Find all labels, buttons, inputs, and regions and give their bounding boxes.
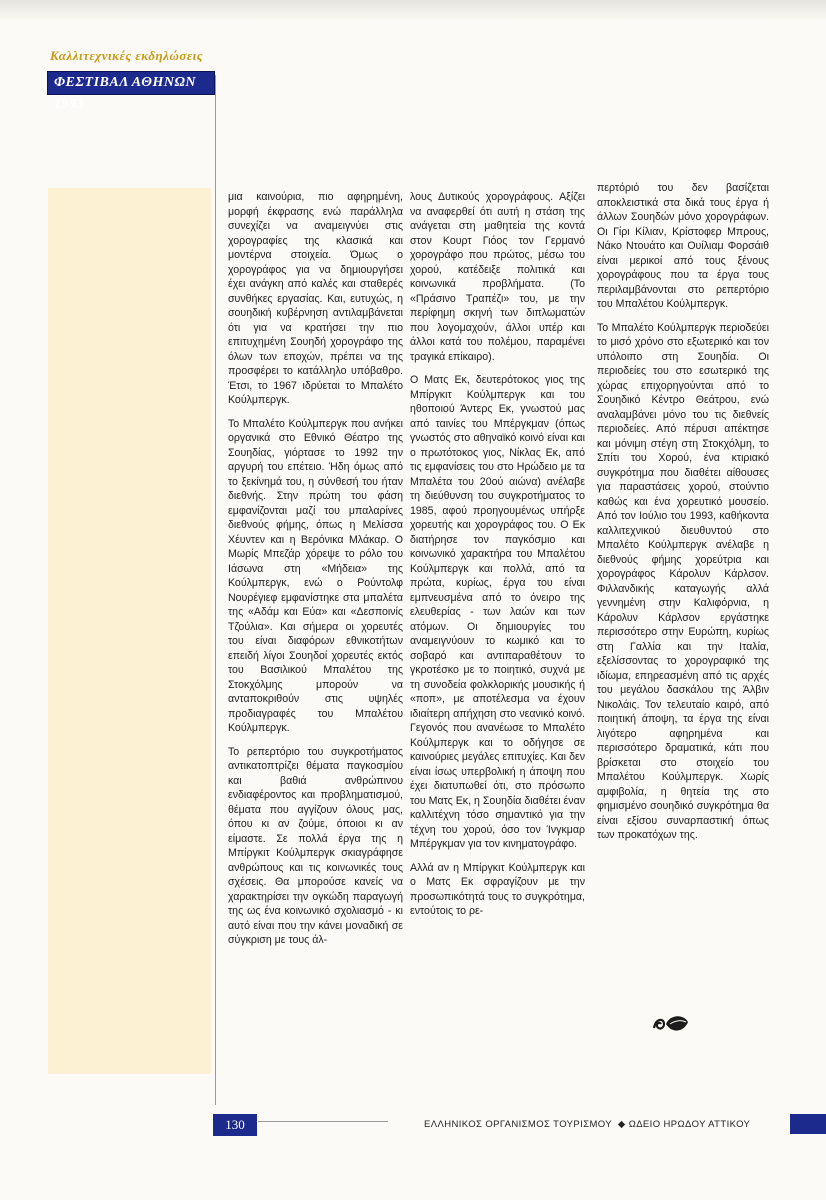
paragraph: μια καινούρια, πιο αφηρημένη, μορφή έκφρασης ενώ παράλληλα συνεχίζει να αναμειγνύει στις χορογραφίες της κλασικά και μοντέρνα στοιχεία. Όμως ο χορογράφος για να δημιουργήσει έχει ανάγκη από καλές και σταθερές συνθήκες εργασίας. Και, ευτυχώς, η σουηδική κυβέρνηση αντιλαμβάνεται ότι για να κρατήσει την πιο επιτυχημένη Σουηδή χορογράφο της όλων των εποχών, πρέπει να της προσφέρει το κατάλληλο υπόβαθρο. Έτσι, το 1967 ιδρύεται το Μπαλέτο Κούλμπεργκ.: [228, 191, 403, 406]
festival-title: ΦΕΣΤΙΒΑΛ ΑΘΗΝΩΝ 1993: [47, 71, 215, 95]
footer-rule: [258, 1121, 388, 1122]
footer-publisher: ΕΛΛΗΝΙΚΟΣ ΟΡΓΑΝΙΣΜΟΣ ΤΟΥΡΙΣΜΟΥ: [424, 1119, 612, 1130]
section-kicker: Καλλιτεχνικές εκδηλώσεις: [50, 48, 204, 63]
footer-credits: [424, 1119, 750, 1130]
left-color-panel: [48, 188, 211, 1074]
article-column-3: [597, 181, 769, 852]
vertical-rule: [215, 75, 216, 1105]
paragraph: Το Μπαλέτο Κούλμπεργκ που ανήκει οργανικά στο Εθνικό Θέατρο της Σουηδίας, γιόρτασε το 1992 την αργυρή του επέτειο. Ήδη όμως από το ξεκίνημά του, η σύνθεσή του ήταν διεθνής. Στην πρώτη του φάση εμφανίζονται μαζί του μπαλαρίνες διεθνούς φήμης, όπως η Μελίσσα Χέυντεν και η Βερόνικα Μλάκαρ. Ο Μωρίς Μπεζάρ χόρεψε το ρόλο του Ιάσωνα στη «Μήδεια» της Κούλμπεργκ, ενώ ο Ρούντολφ Νουρέγιεφ εμφανίστηκε στα μπαλέτα της «Αδάμ και Εύα» και «Δεσποινίς Τζούλια». Και σήμερα οι χορευτές του είναι διαφόρων εθνικοτήτων επειδή λίγοι Σουηδοί χορευτές εκτός του Βασιλικού Μπαλέτου της Στοκχόλμης μπορούν να ανταποκριθούν στις υψηλές προδιαγραφές του Μπαλέτου Κούλμπεργκ.: [228, 417, 403, 734]
footer-venue: ΩΔΕΙΟ ΗΡΩΔΟΥ ΑΤΤΙΚΟΥ: [628, 1119, 751, 1130]
leaf-ornament-icon: [650, 1010, 692, 1036]
article-column-2: [410, 190, 585, 928]
top-shade: [0, 0, 826, 22]
paragraph: Ο Ματς Εκ, δευτερότοκος γιος της Μπίργκιτ Κούλμπεργκ και του ηθοποιού Άντερς Εκ, γνωστού μας από ταινίες του Μπέργκμαν (όπως γνωστός στο αθηναϊκό κοινό είναι και ο πρωτότοκος γιος, Νίκλας Εκ, από τις εμφανίσεις του στο Ηρώδειο με τα Μπαλέτα του 20ού αιώνα) ανέλαβε τη διεύθυνση του συγκροτήματος το 1985, αφού προηγουμένως υπήρξε χορευτής και χορογράφος του. Ο Εκ διατήρησε τον παγκόσμιο και κοινωνικό χαρακτήρα του Μπαλέτου Κούλμπεργκ και πολλά, από τα πρώτα, κυρίως, έργα του είναι εμπνευσμένα από το όνειρο της ελευθερίας - των λαών και των ατόμων. Οι δημιουργίες του αναμειγνύουν το κωμικό και το σοβαρό και αντιπαραθέτουν το γκροτέσκο με το ποιητικό, συχνά με τη συνοδεία φολκλορικής μουσικής ή «ποπ», με αποτέλεσμα να έχουν ιδιαίτερη απήχηση στο νεανικό κοινό. Γεγονός που ανανέωσε το Μπαλέτο Κούλμπεργκ και το οδήγησε σε καινούριες μεγάλες επιτυχίες. Και δεν είναι ίσως υπερβολική η άποψη που έχει διατυπωθεί ότι, στο πρόσωπο του Ματς Εκ, η Σουηδία διαθέτει έναν καλλιτέχνη τόσο σημαντικό για την τέχνη του χορού, όσο τον Ίνγκμαρ Μπέργκμαν για τον κινηματογράφο.: [410, 374, 585, 850]
article-column-1: [228, 190, 403, 957]
footer-dot-icon: ◆: [614, 1119, 626, 1130]
paragraph: Το Μπαλέτο Κούλμπεργκ περιοδεύει το μισό χρόνο στο εξωτερικό και τον υπόλοιπο στη Σουηδία. Οι περιοδείες του στο εσωτερικό της χώρας επιχορηγούνται από το Σουηδικό Κέντρο Θεάτρου, ενώ αναλαμβάνει μόνο του τις διεθνείς περιοδείες. Από πέρυσι απέκτησε και μόνιμη στέγη στη Στοκχόλμη, το Σπίτι του Χορού, ένα κτιριακό συγκρότημα που διαθέτει αίθουσες για παραστάσεις χορού, στούντιο καθώς και ένα χορευτικό μουσείο. Από τον Ιούλιο του 1993, καθήκοντα καλλιτεχνικού διευθυντού στο Μπαλέτο Κούλμπεργκ ανέλαβε η διεθνούς φήμης χορεύτρια και χορογράφος Κάρολυν Κάρλσον. Φιλλανδικής καταγωγής αλλά γεννημένη στην Καλιφόρνια, η Κάρολυν Κάρλσον εργάστηκε περισσότερο στην Ευρώπη, κυρίως στη Γαλλία και την Ιταλία, εξελίσσοντας το χορογραφικό της ιδίωμα, επηρεασμένη από τις αρχές του μεγάλου δασκάλου της Άλβιν Νικολάις. Τον τελευταίο καιρό, από ποιητική άποψη, τα έργα της είναι λιγότερο αφηρημένα και περισσότερο δραματικά, κάτι που βρίσκεται στο στοιχείο του Μπαλέτου Κούλμπεργκ. Χωρίς αμφιβολία, η θητεία της στο φημισμένο σουηδικό συγκρότημα θα είναι εξίσου συναρπαστική όπως των προκατόχων της.: [597, 321, 769, 841]
paragraph: Το ρεπερτόριο του συγκροτήματος αντικατοπτρίζει θέματα παγκοσμίου και βαθιά ανθρώπινου ενδιαφέροντος και προβληματισμού, θέματα που αγγίζουν όλους μας, όπου κι αν ζούμε, όποιοι κι αν είμαστε. Σε πολλά έργα της η Μπίργκιτ Κούλμπεργκ σκιαγράφησε ανθρώπους και τις κοινωνικές τους σχέσεις. Θα μπορούσε κανείς να χαρακτηρίσει την ογκώδη παραγωγή της ως ένα κοινωνικό σχολιασμό - κι αυτό είναι που την κάνει μοναδική σε σύγκριση με τους άλ-: [228, 745, 403, 946]
page-number: 130: [213, 1114, 257, 1136]
paragraph: περτόριό του δεν βασίζεται αποκλειστικά στα δικά τους έργα ή άλλων Σουηδών μόνο χορογράφων. Οι Γίρι Κίλιαν, Κρίστοφερ Μπρους, Νάκο Ντουάτο και Ουίλιαμ Φορσάιθ είναι μερικοί από τους ξένους χορογράφους που τα έργα τους περιλαμβάνονται στο ρεπερτόριο του Μπαλέτου Κούλμπεργκ.: [597, 182, 769, 310]
paragraph: Αλλά αν η Μπίργκιτ Κούλμπεργκ και ο Ματς Εκ σφραγίζουν με την προσωπικότητά τους το συγκρότημα, εντούτοις το ρε-: [410, 861, 585, 917]
footer-accent-bar: [790, 1114, 826, 1134]
paragraph: λους Δυτικούς χορογράφους. Αξίζει να αναφερθεί ότι αυτή η στάση της ανάγεται στη μαθητεία της κοντά στον Κουρτ Γιόος τον Γερμανό χορογράφο που πρώτος, μέσω του χορού, κατέδειξε πολιτικά και κοινωνικά προβλήματα. (Το «Πράσινο Τραπέζι» του, με την περίφημη σκηνή των διπλωματών που λογομαχούν, άλλοι υπέρ και άλλοι κατά του πολέμου, παραμένει τραγικά επίκαιρο).: [410, 191, 585, 363]
